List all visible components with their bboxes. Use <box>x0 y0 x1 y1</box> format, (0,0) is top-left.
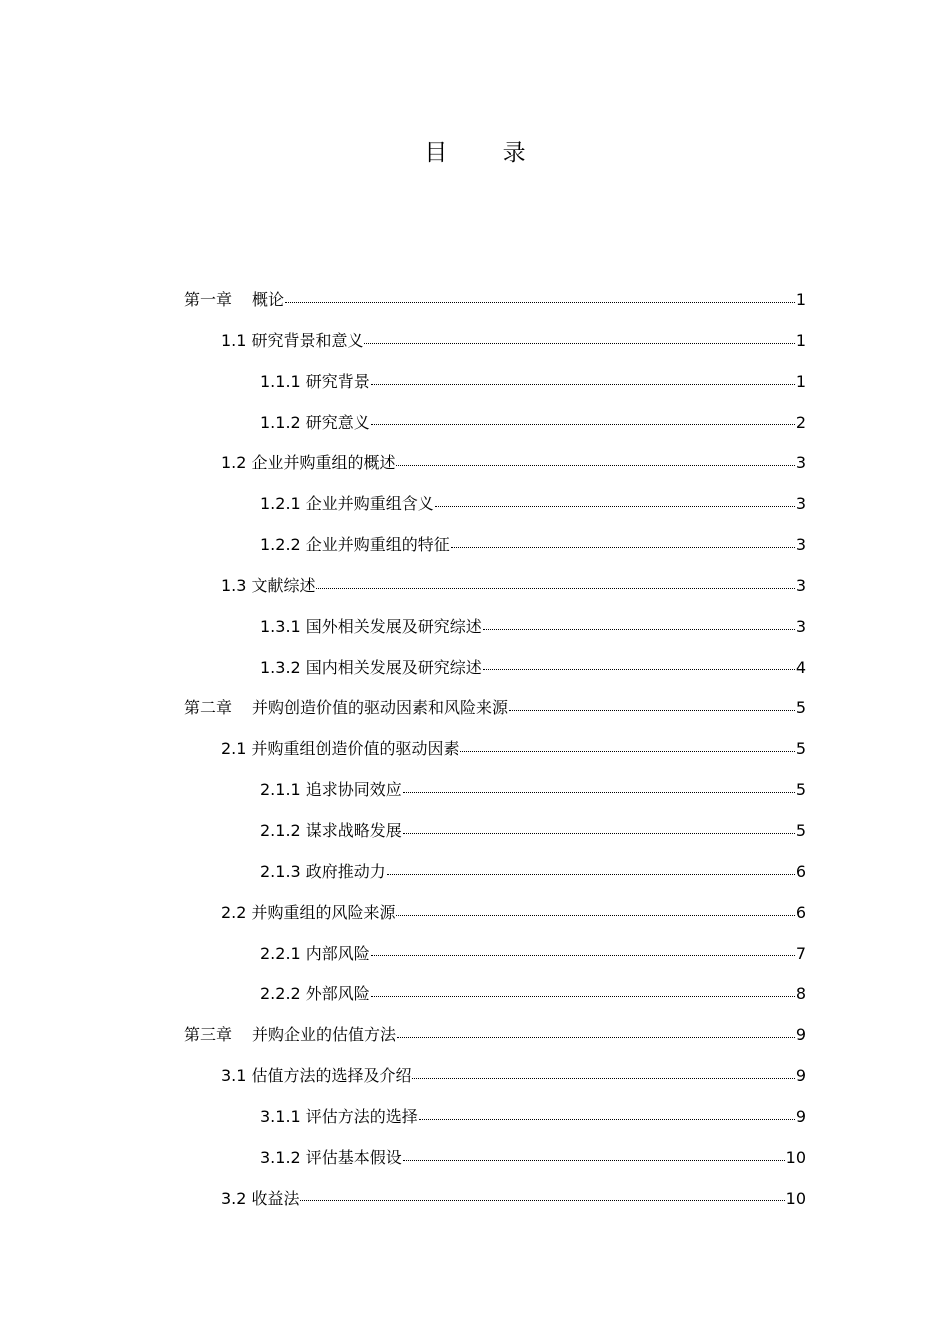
toc-entry-text: 企业并购重组含义 <box>305 494 434 514</box>
toc-entry-label <box>260 770 402 811</box>
toc-page-number: 3 <box>795 453 806 473</box>
toc-entry-text: 收益法 <box>251 1188 300 1208</box>
toc-entry-number: 第三章 <box>184 1025 233 1045</box>
dot-leader <box>285 301 795 303</box>
dot-leader <box>371 954 795 956</box>
page-title: 目 录 <box>424 140 550 166</box>
toc-page-number: 6 <box>795 861 806 881</box>
toc-entry-label <box>260 974 370 1015</box>
dot-leader <box>483 628 795 630</box>
toc-entry-label <box>184 280 284 321</box>
toc-entry-number: 3.2 <box>221 1188 247 1208</box>
toc-page-number: 9 <box>795 1025 806 1045</box>
toc-page-number: 1 <box>795 371 806 391</box>
toc-entry-number: 2.2 <box>221 902 247 922</box>
toc-entry-text: 谋求战略发展 <box>305 820 402 840</box>
toc-entry-text: 追求协同效应 <box>305 780 402 800</box>
toc-entry-number: 3.1.1 <box>260 1106 301 1126</box>
toc-entry-number: 1.3.2 <box>260 657 301 677</box>
dot-leader <box>403 791 795 793</box>
toc-page-number: 5 <box>795 820 806 840</box>
dot-leader <box>460 750 794 752</box>
dot-leader <box>371 383 795 385</box>
toc-entry-text: 外部风险 <box>305 984 370 1004</box>
toc-entry-text: 政府推动力 <box>305 861 386 881</box>
toc-entry[interactable] <box>184 566 806 607</box>
toc-page-number: 4 <box>795 657 806 677</box>
toc-entry-number: 3.1.2 <box>260 1147 301 1167</box>
toc-page-number: 3 <box>795 494 806 514</box>
toc-entry[interactable] <box>184 934 806 975</box>
toc-entry[interactable] <box>184 974 806 1015</box>
toc-entry-number: 1.3.1 <box>260 616 301 636</box>
toc-entry[interactable] <box>184 648 806 689</box>
toc-page-number: 7 <box>795 943 806 963</box>
toc-entry-number: 1.1.2 <box>260 412 301 432</box>
toc-entry-number: 1.1.1 <box>260 371 301 391</box>
toc-entry-label <box>260 403 370 444</box>
toc-page-number: 5 <box>795 739 806 759</box>
toc-page-number: 1 <box>795 290 806 309</box>
toc-entry-number: 2.1.1 <box>260 780 301 800</box>
toc-page-number: 3 <box>795 575 806 595</box>
toc-page-number: 5 <box>795 698 806 718</box>
toc-entry-number: 第一章 <box>184 290 233 309</box>
toc-entry-label <box>260 362 370 403</box>
toc-entry[interactable] <box>184 403 806 444</box>
toc-entry-text: 国外相关发展及研究综述 <box>305 616 482 636</box>
toc-entry-text: 并购重组的风险来源 <box>251 902 396 922</box>
toc-entry-number: 第二章 <box>184 698 233 718</box>
dot-leader <box>364 342 794 344</box>
toc-entry-number: 1.2.2 <box>260 535 301 555</box>
toc-entry[interactable] <box>184 811 806 852</box>
toc-entry[interactable] <box>184 484 806 525</box>
toc-entry-text: 企业并购重组的特征 <box>305 535 450 555</box>
toc-entry-text: 概论 <box>252 290 285 309</box>
toc-entry-label <box>260 607 482 648</box>
dot-leader <box>403 832 795 834</box>
toc-entry-label <box>260 852 386 893</box>
toc-entry[interactable] <box>184 688 806 729</box>
toc-entry[interactable] <box>184 1056 806 1097</box>
dot-leader <box>435 505 795 507</box>
dot-leader <box>403 1159 785 1161</box>
toc-entry-number: 2.2.2 <box>260 984 301 1004</box>
toc-entry[interactable] <box>184 1015 806 1056</box>
toc-entry-label <box>221 893 395 934</box>
toc-entry[interactable] <box>184 1179 806 1220</box>
toc-entry-label <box>260 934 370 975</box>
dot-leader <box>387 873 795 875</box>
toc-entry[interactable] <box>184 770 806 811</box>
dot-leader <box>509 709 795 711</box>
toc-entry-label <box>221 729 459 770</box>
toc-entry-text: 并购重组创造价值的驱动因素 <box>251 739 460 759</box>
dot-leader <box>419 1118 795 1120</box>
toc-entry-label <box>221 1056 411 1097</box>
toc-entry-text: 内部风险 <box>305 943 370 963</box>
toc-entry[interactable] <box>184 607 806 648</box>
toc-page-number: 3 <box>795 535 806 555</box>
dot-leader <box>371 423 795 425</box>
toc-entry-number: 2.1 <box>221 739 247 759</box>
toc-entry-number: 1.2.1 <box>260 494 301 514</box>
toc-entry-text: 并购创造价值的驱动因素和风险来源 <box>252 698 509 718</box>
toc-entry-label <box>184 1015 396 1056</box>
toc-entry-label <box>221 443 395 484</box>
toc-entry-label <box>260 1097 418 1138</box>
toc-entry[interactable] <box>184 1138 806 1179</box>
toc-entry-number: 1.1 <box>221 330 247 350</box>
toc-entry-text: 并购企业的估值方法 <box>252 1025 397 1045</box>
toc-page-number: 10 <box>785 1188 806 1208</box>
dot-leader <box>371 995 795 997</box>
toc-entry[interactable] <box>184 852 806 893</box>
dot-leader <box>451 546 795 548</box>
toc-page-number: 6 <box>795 902 806 922</box>
toc-entry[interactable] <box>184 321 806 362</box>
toc-entry-text: 研究背景 <box>305 371 370 391</box>
toc-entry-label <box>260 1138 402 1179</box>
toc-entry-number: 1.2 <box>221 453 247 473</box>
dot-leader <box>396 914 794 916</box>
toc-entry-label <box>221 1179 299 1220</box>
toc-entry-text: 国内相关发展及研究综述 <box>305 657 482 677</box>
toc-page-number: 8 <box>795 984 806 1004</box>
toc-entry[interactable] <box>184 893 806 934</box>
toc-page-number: 3 <box>795 616 806 636</box>
dot-leader <box>412 1077 794 1079</box>
toc-entry-label <box>260 484 434 525</box>
toc-entry-text: 估值方法的选择及介绍 <box>251 1066 412 1086</box>
toc-entry-number: 1.3 <box>221 575 247 595</box>
toc-entry[interactable] <box>184 729 806 770</box>
table-of-contents <box>184 280 806 1219</box>
toc-entry-number: 2.2.1 <box>260 943 301 963</box>
toc-entry-label <box>260 811 402 852</box>
dot-leader <box>300 1199 784 1201</box>
toc-entry[interactable] <box>184 362 806 403</box>
dot-leader <box>316 587 794 589</box>
toc-page-number: 10 <box>785 1147 806 1167</box>
toc-page-number: 9 <box>795 1066 806 1086</box>
toc-page-number: 5 <box>795 780 806 800</box>
dot-leader <box>397 1036 795 1038</box>
toc-entry-text: 评估方法的选择 <box>305 1106 418 1126</box>
toc-entry[interactable] <box>184 280 806 321</box>
toc-entry-text: 企业并购重组的概述 <box>251 453 396 473</box>
toc-page-number: 1 <box>795 330 806 350</box>
toc-entry[interactable] <box>184 525 806 566</box>
toc-page-number: 9 <box>795 1106 806 1126</box>
toc-entry-number: 2.1.3 <box>260 861 301 881</box>
toc-entry-text: 文献综述 <box>251 575 316 595</box>
dot-leader <box>396 464 794 466</box>
toc-entry-label <box>260 525 450 566</box>
toc-entry-number: 2.1.2 <box>260 820 301 840</box>
toc-entry-text: 研究意义 <box>305 412 370 432</box>
toc-entry-label <box>221 321 363 362</box>
toc-entry-label <box>221 566 315 607</box>
toc-entry-text: 评估基本假设 <box>305 1147 402 1167</box>
toc-entry-text: 研究背景和意义 <box>251 330 364 350</box>
dot-leader <box>483 668 795 670</box>
toc-entry[interactable] <box>184 1097 806 1138</box>
toc-entry-number: 3.1 <box>221 1066 247 1086</box>
toc-page-number: 2 <box>795 412 806 432</box>
toc-entry-label <box>184 688 508 729</box>
toc-entry-label <box>260 648 482 689</box>
toc-entry[interactable] <box>184 443 806 484</box>
